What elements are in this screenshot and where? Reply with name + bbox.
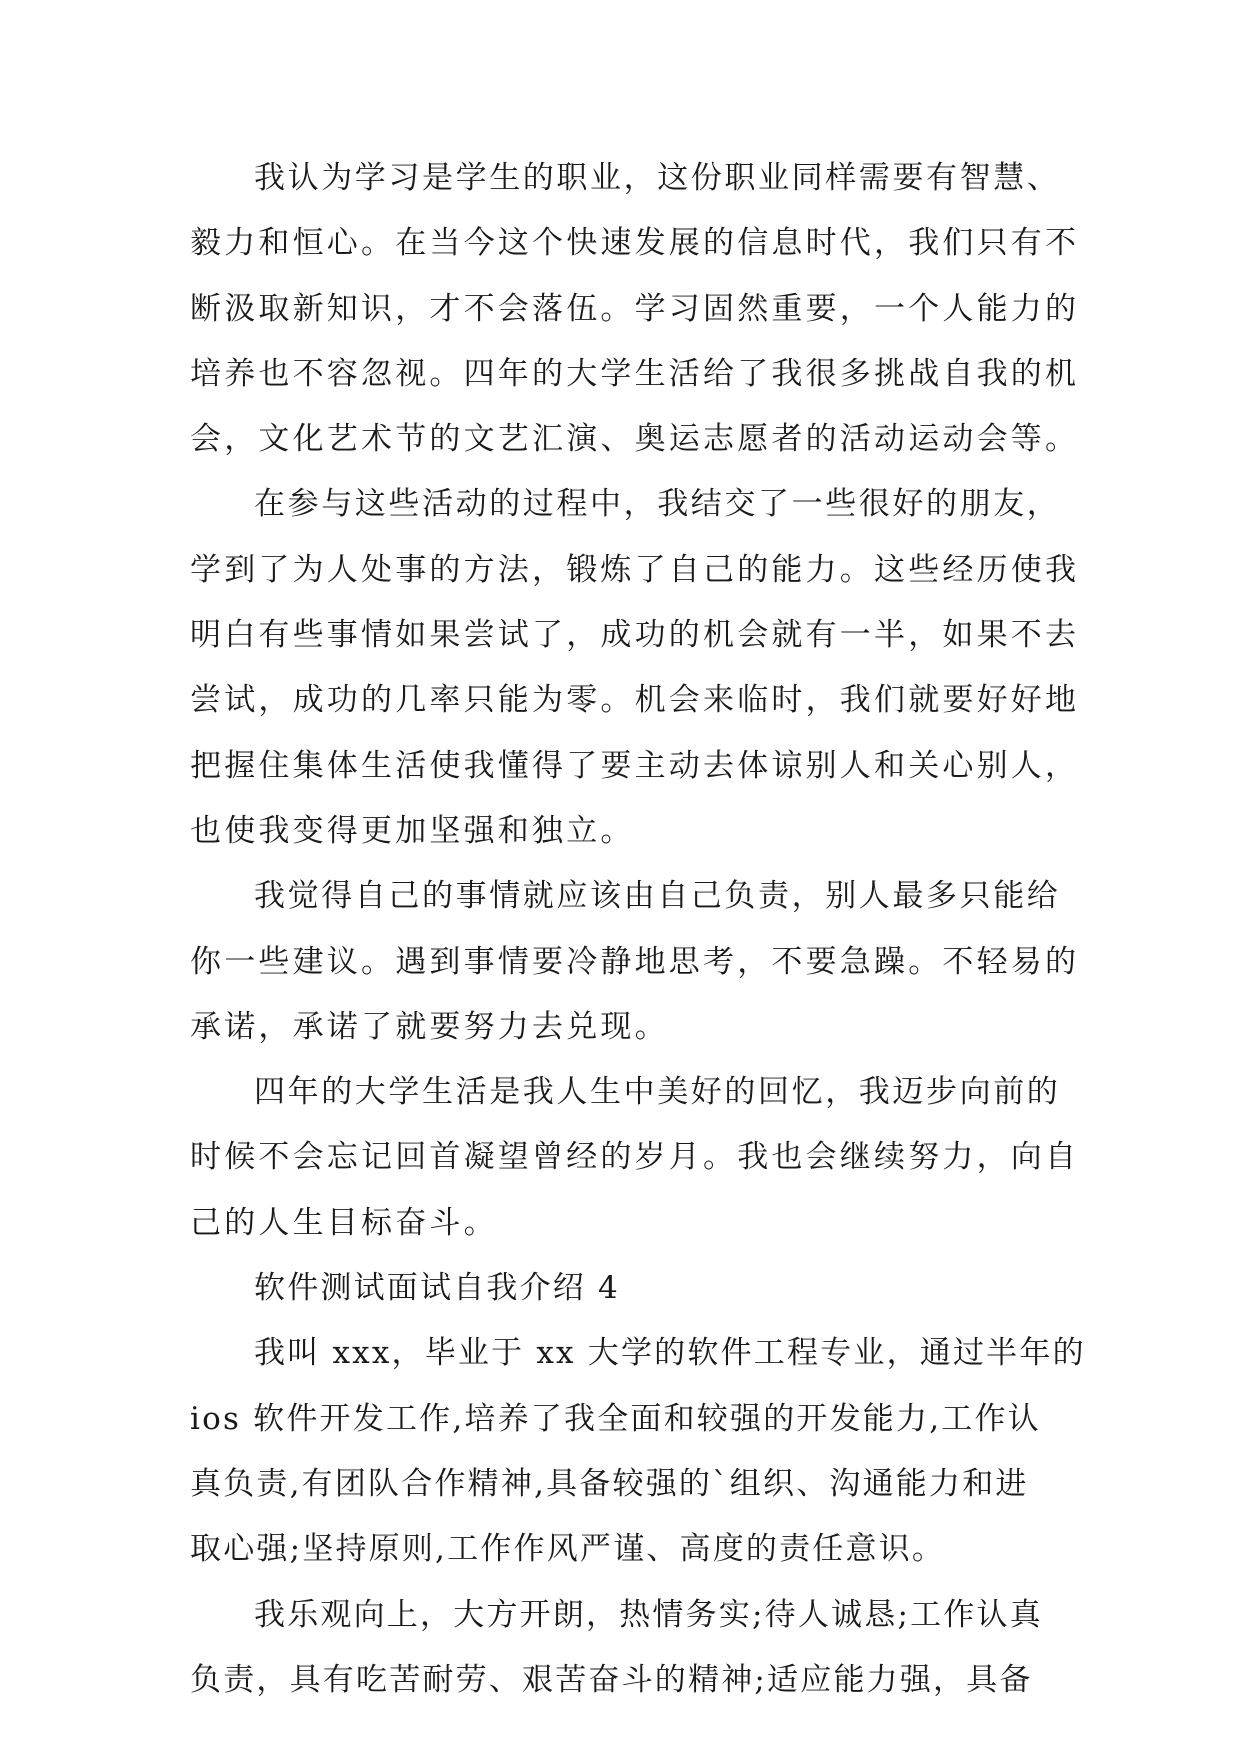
paragraph-2	[190, 484, 1080, 876]
text-line: 你一些建议。遇到事情要冷静地思考，不要急躁。不轻易的	[190, 943, 1080, 980]
paragraph-6	[190, 1595, 1070, 1726]
text-line: 断汲取新知识，才不会落伍。学习固然重要，一个人能力的	[190, 290, 1080, 327]
text-line: 也使我变得更加坚强和独立。	[190, 812, 635, 849]
text-line: 我乐观向上，大方开朗，热情务实;待人诚恳;工作认真	[254, 1596, 1043, 1633]
paragraph-1	[190, 158, 1080, 484]
text-line: 四年的大学生活是我人生中美好的回忆，我迈步向前的	[254, 1074, 1061, 1111]
paragraph-3	[190, 876, 1080, 1072]
text-line: 承诺，承诺了就要努力去兑现。	[190, 1008, 669, 1045]
text-line: 我叫 xxx，毕业于 xx 大学的软件工程专业，通过半年的	[254, 1335, 1086, 1372]
text-line: 时候不会忘记回首凝望曾经的岁月。我也会继续努力，向自	[190, 1139, 1080, 1176]
paragraph-4	[190, 1072, 1080, 1268]
document-body	[190, 158, 1086, 1725]
text-line: 己的人生目标奋斗。	[190, 1204, 498, 1241]
text-line: 尝试，成功的几率只能为零。机会来临时，我们就要好好地	[190, 682, 1080, 719]
text-line: 把握住集体生活使我懂得了要主动去体谅别人和关心别人，	[190, 747, 1080, 784]
text-line: 毅力和恒心。在当今这个快速发展的信息时代，我们只有不	[190, 225, 1080, 262]
text-line: 真负责,有团队合作精神,具备较强的`组织、沟通能力和进	[190, 1465, 1029, 1502]
text-line: 我认为学习是学生的职业，这份职业同样需要有智慧、	[254, 160, 1061, 196]
section-heading	[190, 1268, 1070, 1333]
paragraph-5	[190, 1333, 1086, 1594]
heading-line: 软件测试面试自我介绍 4	[254, 1270, 620, 1307]
text-line: 明白有些事情如果尝试了，成功的机会就有一半，如果不去	[190, 617, 1080, 654]
text-line: 培养也不容忽视。四年的大学生活给了我很多挑战自我的机	[190, 355, 1080, 392]
text-line: ios 软件开发工作,培养了我全面和较强的开发能力,工作认	[190, 1400, 1041, 1437]
text-line: 取心强;坚持原则,工作作风严谨、高度的责任意识。	[190, 1531, 946, 1568]
text-line: 负责，具有吃苦耐劳、艰苦奋斗的精神;适应能力强，具备	[190, 1661, 1033, 1698]
text-line: 我觉得自己的事情就应该由自己负责，别人最多只能给	[254, 878, 1061, 915]
text-line: 学到了为人处事的方法，锻炼了自己的能力。这些经历使我	[190, 551, 1080, 588]
text-line: 在参与这些活动的过程中，我结交了一些很好的朋友，	[254, 486, 1061, 523]
text-line: 会，文化艺术节的文艺汇演、奥运志愿者的活动运动会等。	[190, 421, 1080, 458]
